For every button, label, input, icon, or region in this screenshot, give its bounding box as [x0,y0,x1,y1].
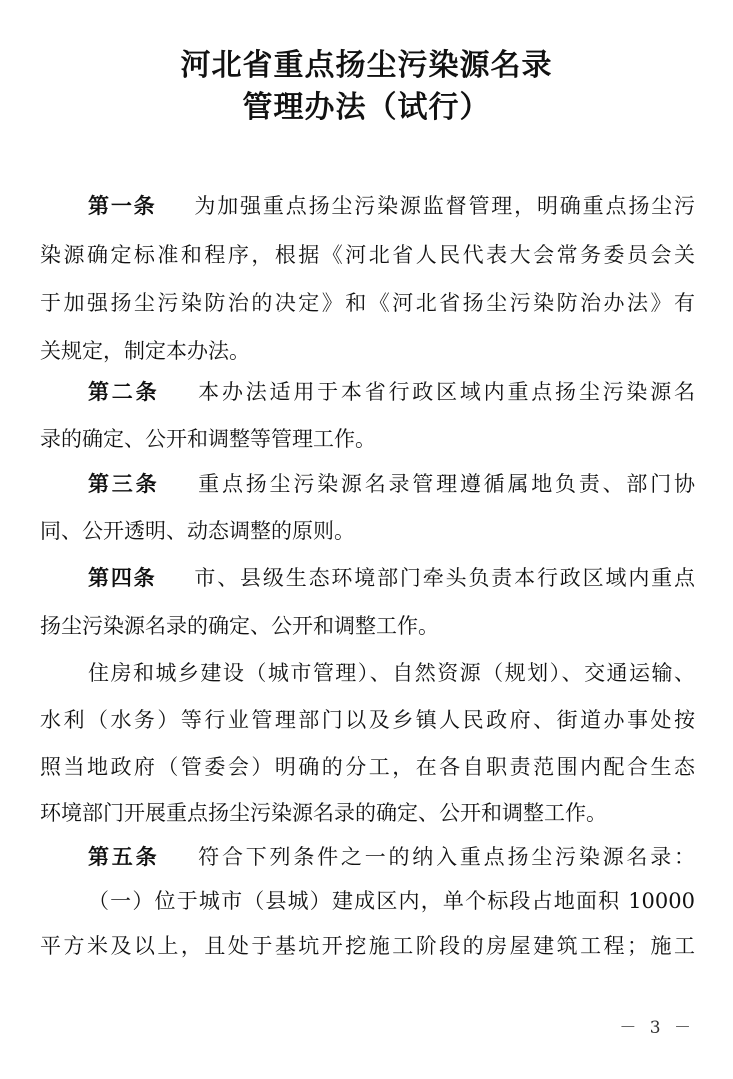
body-line: 染源确定标准和程序，根据《河北省人民代表大会常务委员会关 [40,243,695,267]
article-3-line-1 [88,469,695,499]
article-heading: 第四条 [88,566,157,590]
article-heading: 第二条 [88,380,160,404]
page-number: － 3 － [619,1018,695,1038]
body-line: 于加强扬尘污染防治的决定》和《河北省扬尘污染防治办法》有 [40,291,695,315]
document-title-line-2: 管理办法（试行） [242,90,491,125]
body-line: （一）位于城市（县城）建成区内，单个标段占地面积 10000 [88,889,695,913]
body-line: 录的确定、公开和调整等管理工作。 [40,427,376,451]
article-2-line-1 [88,377,695,407]
article-4-line-1 [88,563,695,593]
body-line: 住房和城乡建设（城市管理）、自然资源（规划）、交通运输、 [88,661,695,685]
article-5-line-1 [88,842,695,872]
article-text: 为加强重点扬尘污染源监督管理，明确重点扬尘污 [192,194,696,218]
article-text: 符合下列条件之一的纳入重点扬尘污染源名录： [195,845,695,869]
body-line: 照当地政府（管委会）明确的分工，在各自职责范围内配合生态 [40,755,695,779]
body-line: 扬尘污染源名录的确定、公开和调整工作。 [40,614,439,638]
article-heading: 第三条 [88,472,160,496]
body-line: 平方米及以上，且处于基坑开挖施工阶段的房屋建筑工程；施工 [40,934,695,958]
article-heading: 第五条 [88,845,160,869]
body-line: 关规定，制定本办法。 [40,339,250,363]
body-line: 水利（水务）等行业管理部门以及乡镇人民政府、街道办事处按 [40,708,695,732]
document-title-line-1: 河北省重点扬尘污染源名录 [180,48,553,83]
article-heading: 第一条 [88,194,157,218]
article-text: 市、县级生态环境部门牵头负责本行政区域内重点 [192,566,696,590]
body-line: 环境部门开展重点扬尘污染源名录的确定、公开和调整工作。 [40,801,607,825]
article-text: 重点扬尘污染源名录管理遵循属地负责、部门协 [195,472,695,496]
article-1-line-1 [88,191,695,221]
article-text: 本办法适用于本省行政区域内重点扬尘污染源名 [195,380,695,404]
body-line: 同、公开透明、动态调整的原则。 [40,519,355,543]
